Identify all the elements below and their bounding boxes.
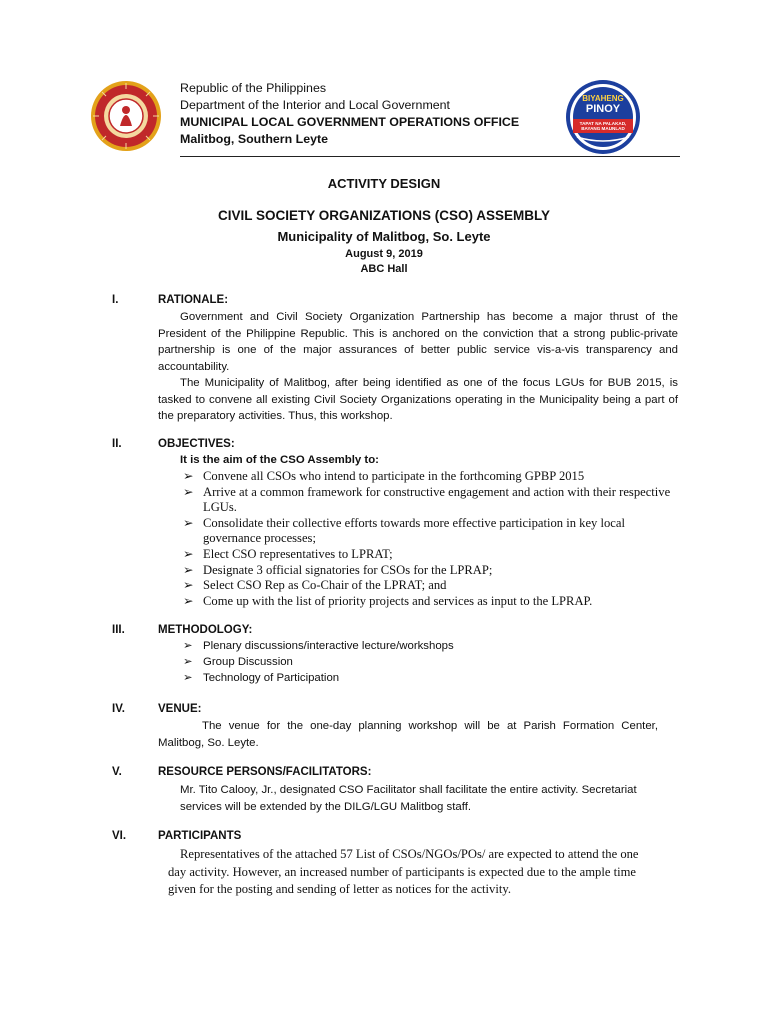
header-line-republic: Republic of the Philippines — [180, 81, 327, 95]
objectives-list — [183, 469, 683, 609]
methodology-list — [183, 638, 663, 686]
objectives-intro: It is the aim of the CSO Assembly to: — [180, 454, 379, 466]
section-6-paragraph — [168, 846, 658, 899]
section-1-paragraph-1 — [158, 309, 678, 375]
resource-persons-text: Mr. Tito Calooy, Jr., designated CSO Facilitator shall facilitate the entire activity. Secretariat services will be extended by the DILG/LGU Malitbog staff. — [180, 784, 637, 813]
section-4-number: IV. — [112, 703, 126, 715]
section-2-title: OBJECTIVES: — [158, 438, 235, 450]
badge-mid-text: PINOY — [585, 103, 621, 115]
section-2-number: II. — [112, 438, 122, 450]
biyaheng-pinoy-logo — [565, 79, 641, 155]
arrow-bullet-icon: ➢ — [183, 515, 194, 530]
list-item: ➢ Technology of Participation — [183, 672, 340, 684]
header-divider — [180, 156, 680, 157]
arrow-bullet-icon: ➢ — [183, 546, 194, 561]
venue-text: The venue for the one-day planning workshop will be at Parish Formation Center, Malitbog, So. Leyte. — [158, 720, 658, 749]
arrow-bullet-icon: ➢ — [183, 578, 194, 593]
doc-title: ACTIVITY DESIGN — [327, 176, 441, 191]
dilg-seal-logo — [90, 80, 162, 152]
arrow-bullet-icon: ➢ — [183, 593, 194, 608]
doc-date: August 9, 2019 — [345, 248, 423, 260]
arrow-bullet-icon: ➢ — [183, 656, 193, 668]
header-line-office: MUNICIPAL LOCAL GOVERNMENT OPERATIONS OFFICE — [180, 115, 520, 129]
section-3-title: METHODOLOGY: — [158, 624, 253, 636]
section-5-paragraph — [180, 782, 680, 815]
arrow-bullet-icon: ➢ — [183, 640, 193, 652]
section-5-title: RESOURCE PERSONS/FACILITATORS: — [158, 766, 372, 778]
section-6-number: VI. — [112, 830, 127, 842]
header-line-dilg: Department of the Interior and Local Government — [180, 98, 450, 112]
list-item: ➢ Convene all CSOs who intend to participate in the forthcoming GPBP 2015 — [183, 469, 585, 483]
section-1-number: I. — [112, 294, 119, 306]
doc-venue-short: ABC Hall — [360, 263, 408, 275]
arrow-bullet-icon: ➢ — [183, 562, 194, 577]
list-item: ➢ Designate 3 official signatories for CSOs for the LPRAP; — [183, 562, 493, 577]
list-item: ➢ Select CSO Rep as Co-Chair of the LPRAT; and — [183, 578, 447, 593]
list-item: ➢ Group Discussion — [183, 656, 293, 668]
list-item: ➢ Consolidate their collective efforts towards more effective participation in key local governance processes; — [183, 515, 625, 546]
letterhead — [180, 80, 519, 148]
rationale-text-1: Government and Civil Society Organization Partnership has become a major thrust of the President of the Philippine Republic. This is anchored on the conviction that a strong public-private partnership is one of the major assurances of better public service vis-a-vis transparency and accountability. — [158, 311, 678, 373]
arrow-bullet-icon: ➢ — [183, 672, 193, 684]
list-item: ➢ Elect CSO representatives to LPRAT; — [183, 546, 393, 561]
arrow-bullet-icon: ➢ — [183, 469, 194, 483]
section-3-number: III. — [112, 624, 125, 636]
doc-subtitle: CIVIL SOCIETY ORGANIZATIONS (CSO) ASSEMBLY — [217, 208, 551, 223]
badge-bottom-text: TAPAT NA PALAKAD, BAYANG MAUNLAD — [579, 121, 627, 132]
list-item: ➢ Arrive at a common framework for constructive engagement and action with their respective LGUs. — [183, 484, 671, 515]
participants-text: Representatives of the attached 57 List of CSOs/NGOs/POs/ are expected to attend the one day activity. However, an increased number of participants is expected due to the ample time given for the posting and sending of letter as notices for the activity. — [168, 847, 639, 896]
arrow-bullet-icon: ➢ — [183, 484, 194, 499]
doc-municipality: Municipality of Malitbog, So. Leyte — [277, 229, 491, 244]
section-6-title: PARTICIPANTS — [158, 830, 242, 842]
section-4-paragraph — [158, 718, 658, 751]
list-item: ➢ Plenary discussions/interactive lecture/workshops — [183, 640, 454, 652]
rationale-text-2: The Municipality of Malitbog, after being identified as one of the focus LGUs for BUB 2015, is tasked to convene all existing Civil Society Organizations operating in the Municipality being a part of the preparatory activities. Thus, this workshop. — [158, 377, 678, 422]
badge-top-text: BIYAHENG — [582, 94, 624, 103]
section-1-paragraph-2 — [158, 375, 678, 425]
section-5-number: V. — [112, 766, 122, 778]
section-1-title: RATIONALE: — [158, 294, 229, 306]
list-item: ➢ Come up with the list of priority projects and services as input to the LPRAP. — [183, 593, 593, 608]
header-line-location: Malitbog, Southern Leyte — [180, 132, 329, 146]
section-4-title: VENUE: — [158, 703, 202, 715]
